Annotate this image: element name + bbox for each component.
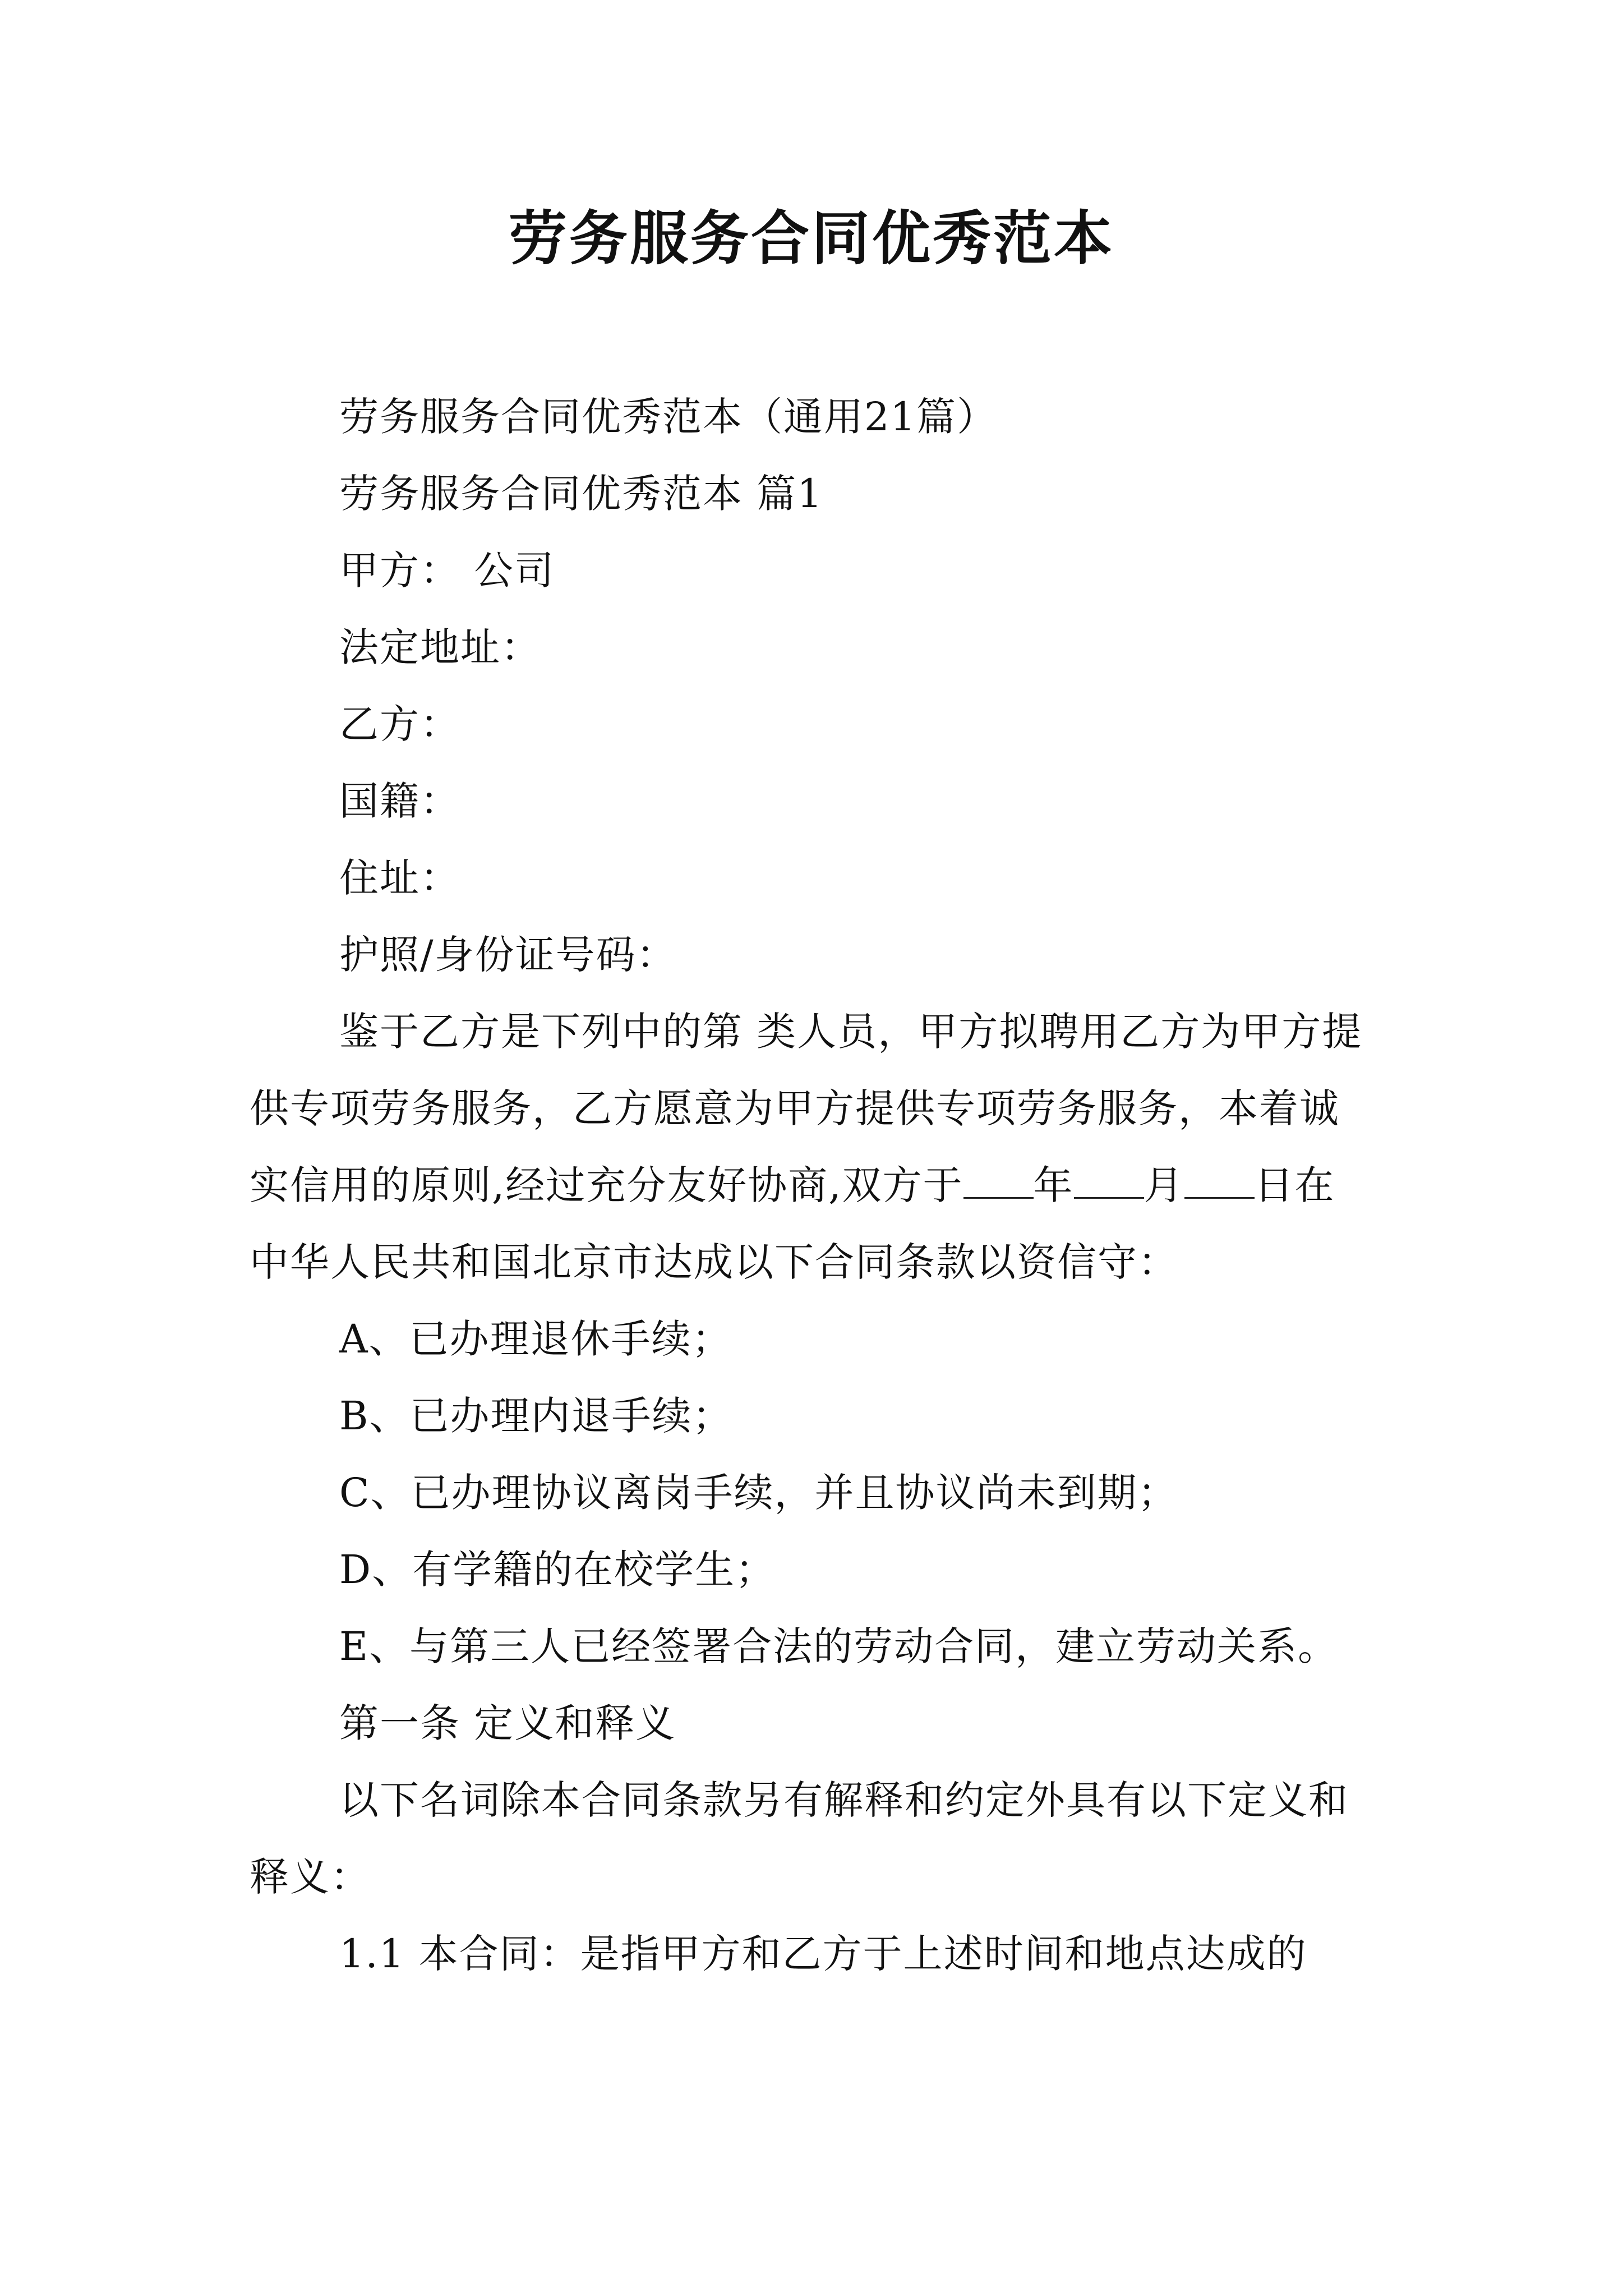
article1-intro: 以下名词除本合同条款另有解释和约定外具有以下定义和释义： (250, 1777, 1349, 1900)
section-heading: 劳务服务合同优秀范本 篇1 (339, 471, 823, 517)
list-item-d: D、有学籍的在校学生； (339, 1547, 776, 1593)
intro-text-part2: 日在中华人民共和国北京市达成以下合同条款以资信守： (250, 1162, 1335, 1285)
intro-year-label: 年 (1033, 1162, 1074, 1208)
id-number-line: 护照/身份证号码： (339, 932, 677, 978)
intro-month-label: 月 (1144, 1162, 1184, 1208)
clause-1-1: 1.1 本合同：是指甲方和乙方于上述时间和地点达成的 (339, 1931, 1307, 1977)
month-blank (1074, 1162, 1144, 1199)
nationality-line: 国籍： (339, 778, 460, 824)
residence-line: 住址： (339, 855, 460, 901)
list-item-b: B、已办理内退手续； (339, 1393, 733, 1439)
subtitle: 劳务服务合同优秀范本（通用21篇） (339, 394, 998, 440)
legal-address-line: 法定地址： (339, 624, 541, 670)
intro-text-part1: 鉴于乙方是下列中的第 类人员，甲方拟聘用乙方为甲方提供专项劳务服务，乙方愿意为甲方提供专项劳务服务，本着诚实信用的原则,经过充分友好协商,双方于 (250, 1009, 1363, 1208)
article1-heading: 第一条 定义和释义 (339, 1700, 676, 1746)
list-item-c: C、已办理协议离岗手续，并且协议尚未到期； (339, 1470, 1178, 1516)
list-item-e: E、与第三人已经签署合法的劳动合同，建立劳动关系。 (339, 1623, 1339, 1669)
party-b-line: 乙方： (339, 701, 460, 747)
document-title: 劳务服务合同优秀范本 (508, 204, 1114, 273)
year-blank (963, 1162, 1034, 1199)
list-item-a: A、已办理退休手续； (339, 1316, 732, 1362)
party-a-line: 甲方： 公司 (339, 547, 555, 593)
day-blank (1184, 1162, 1255, 1199)
document-body (250, 379, 1374, 1993)
intro-paragraph (250, 993, 1374, 1301)
